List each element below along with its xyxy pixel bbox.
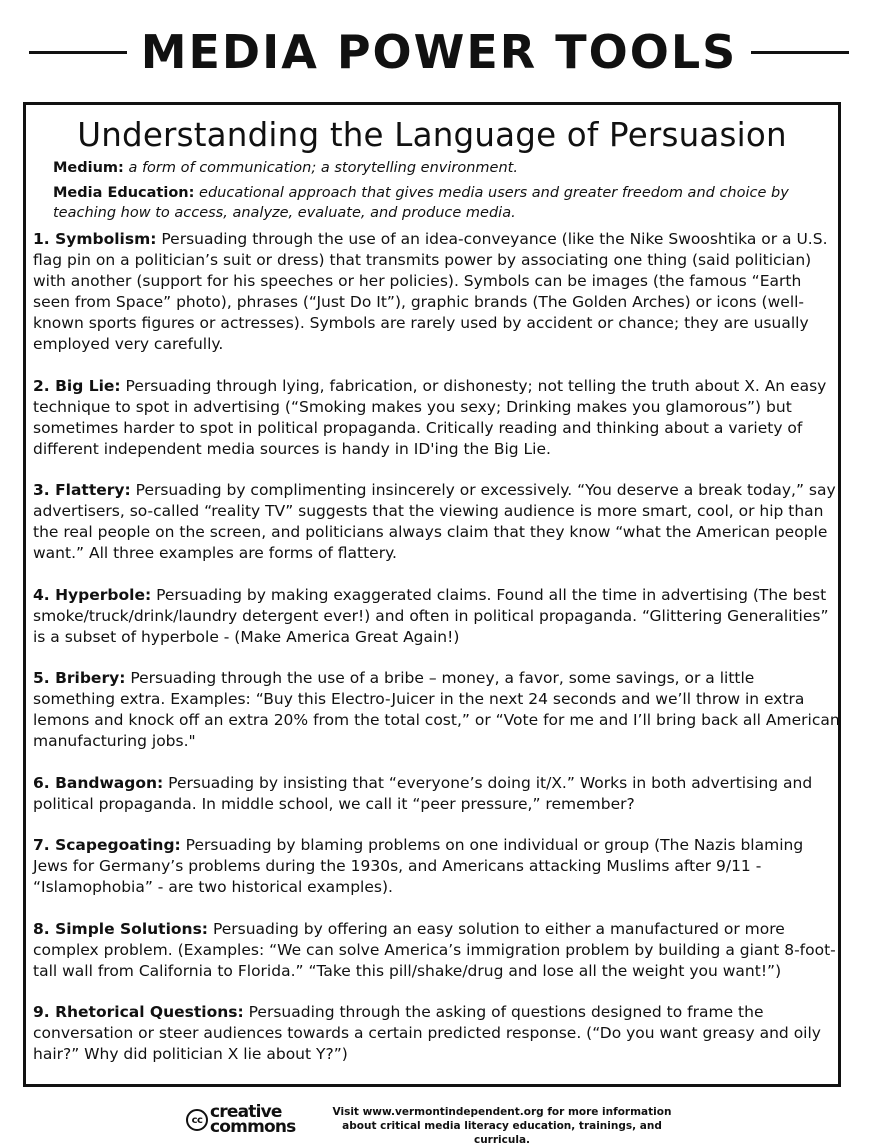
cc-line-1: creative bbox=[210, 1102, 282, 1122]
technique-label: 8. Simple Solutions: bbox=[33, 919, 209, 938]
technique-text: Persuading by making exaggerated claims. Found all the time in advertising (The best smoke/truck/drink/laundry detergent ever!) and often in political propaganda. “Glittering Generalities” is a subset of hyperbole - (Make America Great Again!) bbox=[33, 585, 829, 646]
creative-commons-logo bbox=[186, 1103, 296, 1137]
technique-label: 9. Rhetorical Questions: bbox=[33, 1003, 244, 1021]
technique-label: 7. Scapegoating: bbox=[33, 836, 181, 854]
technique-item-big-lie bbox=[33, 376, 841, 460]
definition-text: a form of communication; a storytelling environment. bbox=[123, 160, 518, 176]
technique-text: Persuading through the use of an idea-conveyance (like the Nike Swooshtika or a U.S. flag pin on a politician’s suit or dress) that transmits power by associating one thing (said politician) with another (support for his speeches or her policies). Symbols can be images (the famous “Earth seen from Space” photo), phrases (“Just Do It”), graphic brands (The Golden Arches) or icons (well-known sports figures or actresses). Symbols are rarely used by accident or chance; they are usually employed very carefully. bbox=[33, 230, 828, 353]
definition-term: Medium: bbox=[53, 160, 124, 176]
footer-info-line-1: Visit www.vermontindependent.org for more information bbox=[332, 1106, 672, 1118]
technique-item-rhetorical-questions bbox=[33, 1002, 841, 1065]
technique-text: Persuading through the asking of questions designed to frame the conversation or steer audiences towards a certain predicted response. (“Do you want greasy and oily hair?” Why did politician X lie about Y?”) bbox=[33, 1003, 821, 1063]
technique-item-simple-solutions bbox=[33, 919, 841, 982]
technique-item-bandwagon bbox=[33, 773, 841, 815]
page-title: MEDIA POWER TOOLS bbox=[140, 25, 738, 79]
technique-text: Persuading through lying, fabrication, or dishonesty; not telling the truth about X. An easy technique to spot in advertising (“Smoking makes you sexy; Drinking makes you glamorous”) but sometimes harder to spot in political propaganda. Critically reading and thinking about a variety of different independent media sources is handy in ID'ing the Big Lie. bbox=[33, 376, 827, 458]
technique-item-bribery bbox=[33, 668, 841, 752]
definition-text: educational approach that gives media users and greater freedom and choice by teaching how to access, analyze, evaluate, and produce media. bbox=[53, 185, 789, 221]
technique-label: 2. Big Lie: bbox=[33, 376, 121, 395]
page-header bbox=[0, 22, 878, 82]
technique-text: Persuading by blaming problems on one individual or group (The Nazis blaming Jews for Germany’s problems during the 1930s, and Americans attacking Muslims after 9/11 - “Islamophobia” - are two historical examples). bbox=[33, 836, 804, 896]
technique-list bbox=[33, 229, 841, 1086]
footer-info-line-2: about critical media literacy education, trainings, and curricula. bbox=[342, 1120, 662, 1146]
technique-label: 3. Flattery: bbox=[33, 481, 131, 499]
header-rule-left bbox=[29, 51, 127, 54]
header-rule-right bbox=[751, 51, 849, 54]
cc-wordmark bbox=[210, 1102, 296, 1137]
page-footer bbox=[0, 1100, 878, 1146]
technique-text: Persuading by complimenting insincerely or excessively. “You deserve a break today,” say advertisers, so-called “reality TV” suggests that the viewing audience is more smart, cool, or hip than the real people on the screen, and politicians always claim that they know “what the American people want.” All three examples are forms of flattery. bbox=[33, 481, 836, 562]
technique-text: Persuading by insisting that “everyone’s doing it/X.” Works in both advertising and political propaganda. In middle school, we call it “peer pressure,” remember? bbox=[33, 773, 813, 813]
cc-line-2: commons bbox=[210, 1117, 296, 1137]
cc-icon: cc bbox=[186, 1109, 208, 1131]
technique-label: 5. Bribery: bbox=[33, 669, 126, 687]
subtitle: Understanding the Language of Persuasion bbox=[77, 116, 787, 154]
technique-item-scapegoating bbox=[33, 835, 841, 898]
technique-item-flattery bbox=[33, 480, 841, 564]
footer-info bbox=[316, 1105, 688, 1147]
definition-medium bbox=[53, 158, 823, 178]
technique-label: 6. Bandwagon: bbox=[33, 773, 164, 792]
content-frame bbox=[23, 102, 841, 1087]
definition-media-education bbox=[53, 183, 823, 223]
definition-term: Media Education: bbox=[53, 185, 195, 201]
technique-text: Persuading by offering an easy solution to either a manufactured or more complex problem. (Examples: “We can solve America’s immigration problem by building a giant 8-foot-tall wall from California to Florida.” “Take this pill/shake/drug and lose all the weight you want!”) bbox=[33, 919, 836, 980]
technique-item-hyperbole bbox=[33, 585, 841, 648]
technique-label: 1. Symbolism: bbox=[33, 230, 157, 248]
technique-label: 4. Hyperbole: bbox=[33, 585, 152, 604]
technique-text: Persuading through the use of a bribe – money, a favor, some savings, or a little something extra. Examples: “Buy this Electro-Juicer in the next 24 seconds and we’ll throw in extra lemons and knock off an extra 20% from the total cost,” or “Vote for me and I’ll bring back all American manufacturing jobs." bbox=[33, 669, 840, 750]
technique-item-symbolism bbox=[33, 229, 841, 355]
